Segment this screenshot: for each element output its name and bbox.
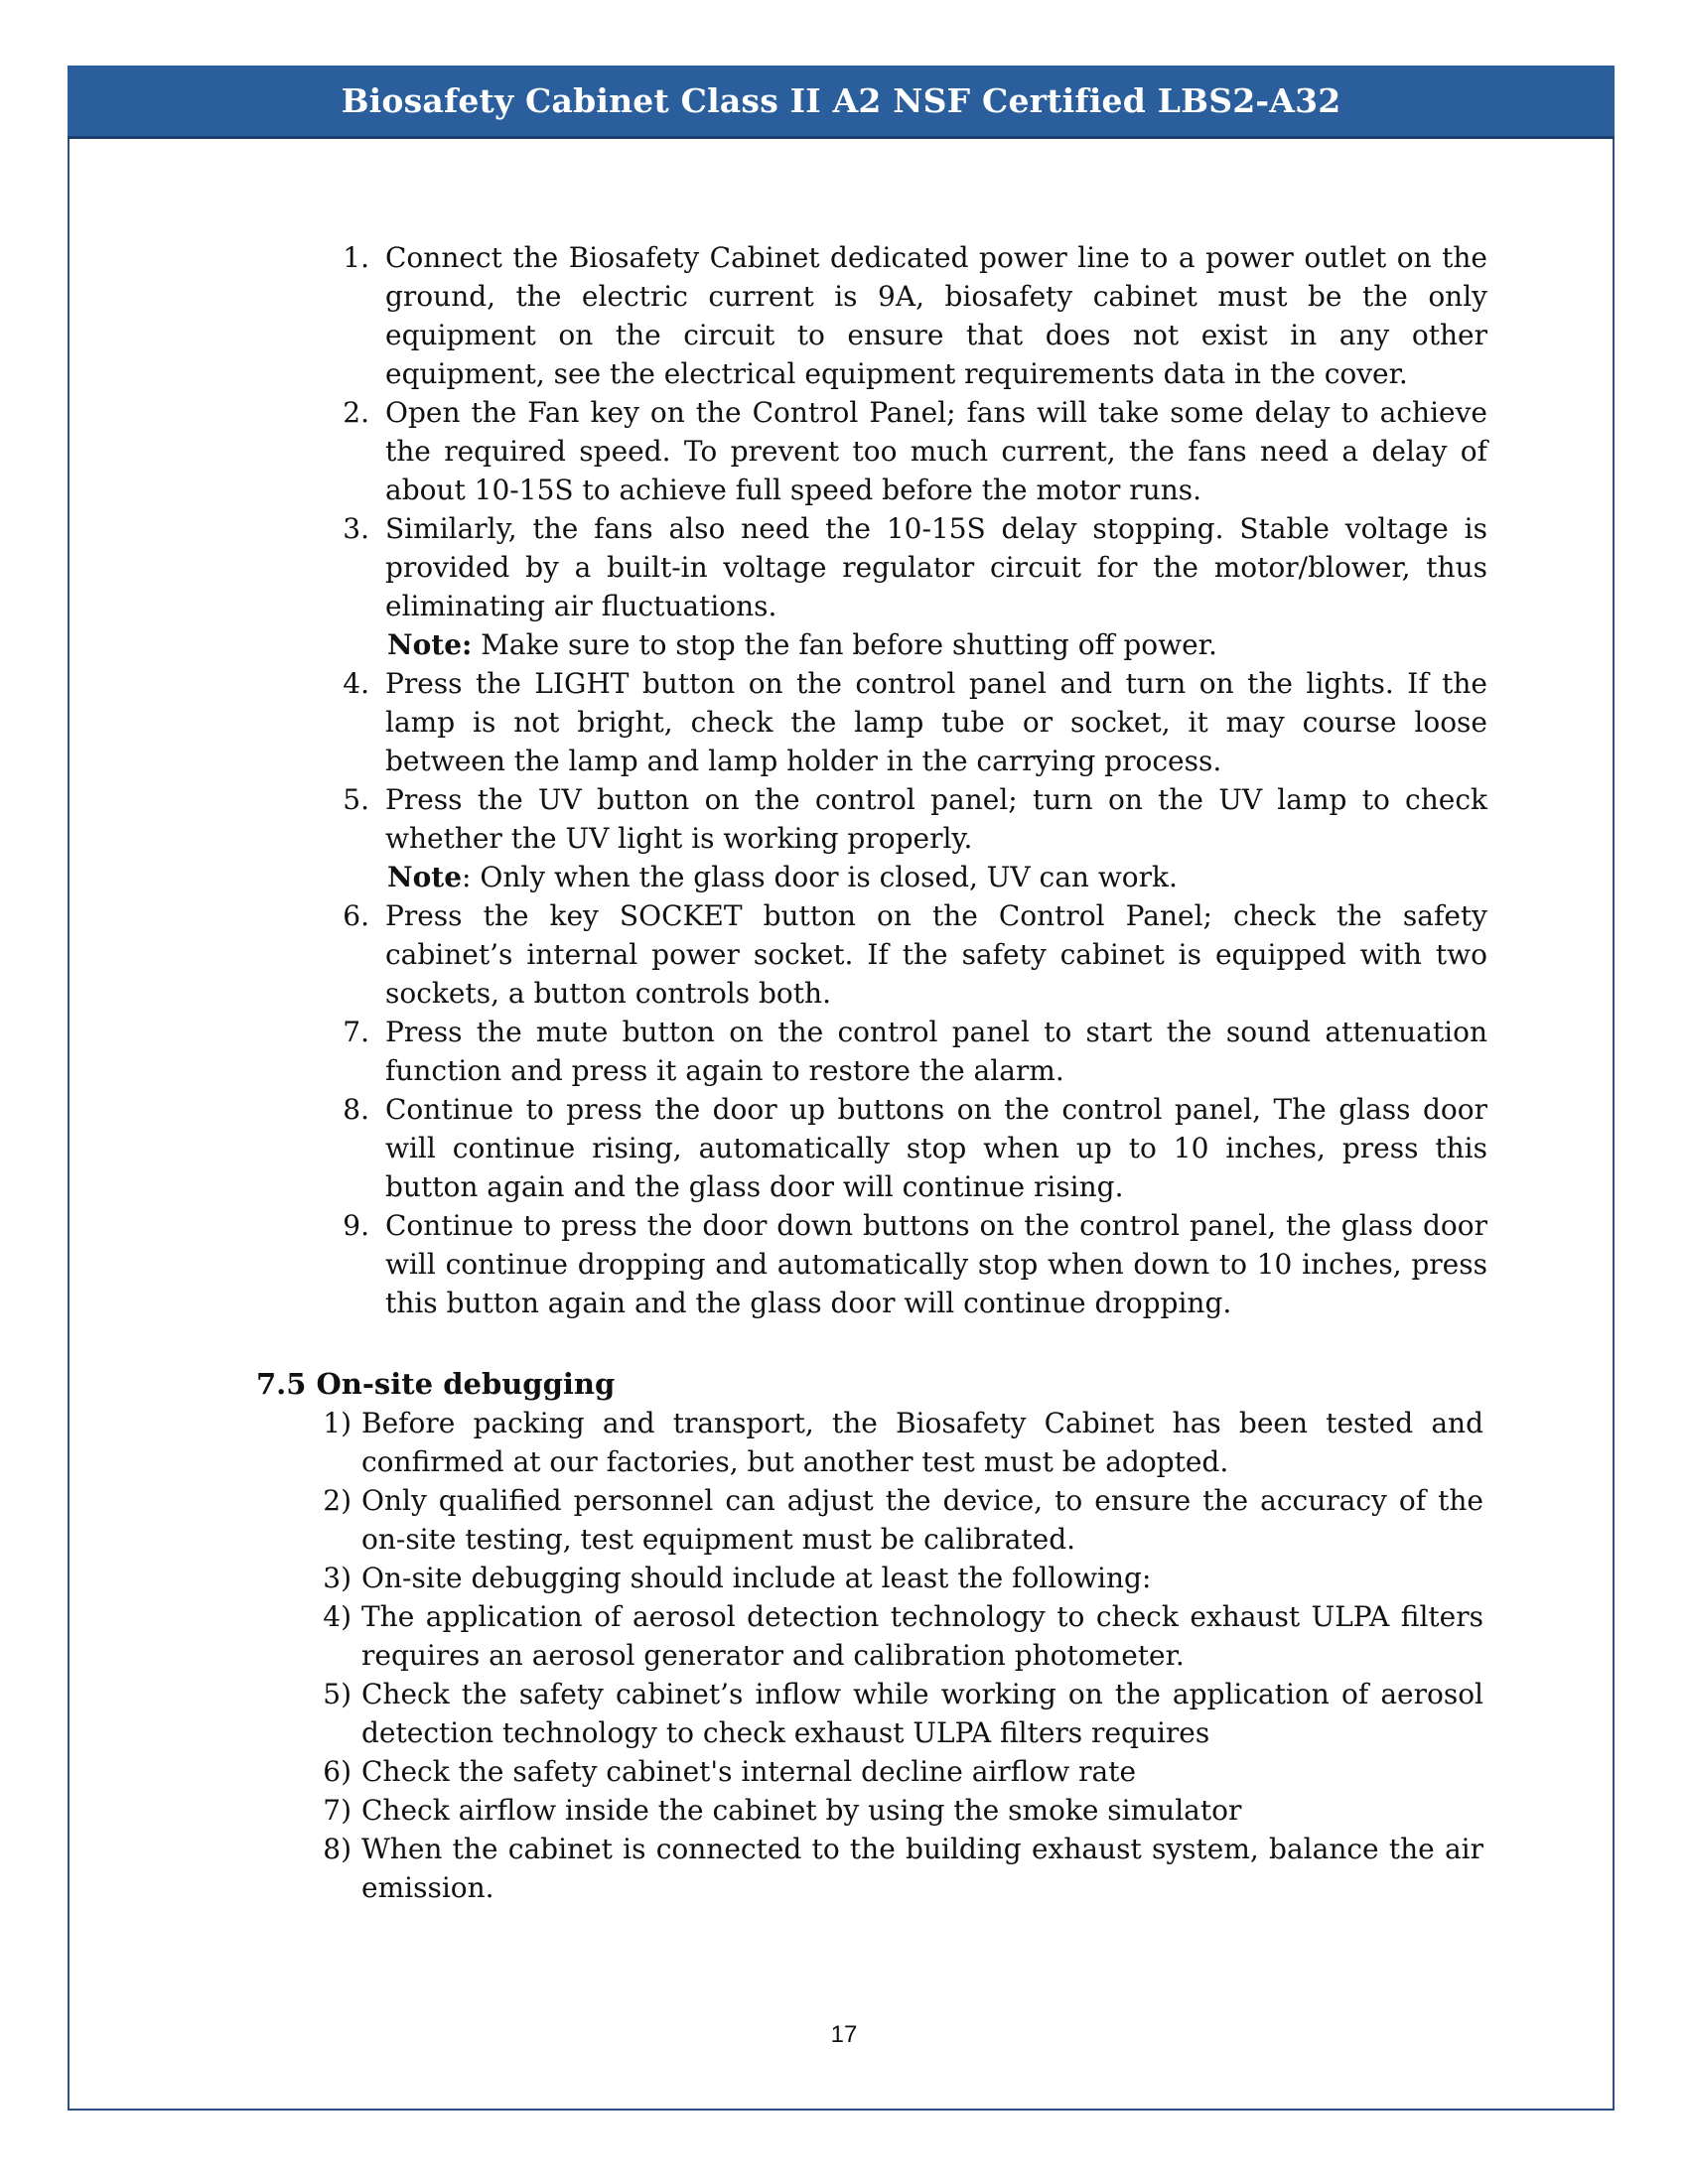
list-item-text: Press the LIGHT button on the control panel and turn on the lights. If the lamp is not bright, check the lamp tube or socket, it may course loose between the lamp and lamp holder in the carrying process. (385, 667, 1487, 777)
page-number: 17 (830, 2021, 858, 2048)
list-item-text: Press the key SOCKET button on the Control Panel; check the safety cabinet’s internal power socket. If the safety cabinet is equipped with two sockets, a button controls both. (385, 899, 1487, 1010)
list-item-number: 6. (343, 899, 369, 932)
list-item-number: 2) (323, 1484, 352, 1517)
list-item-number: 7) (323, 1794, 352, 1827)
section-heading: 7.5 On-site debugging (256, 1367, 616, 1401)
header-bar (68, 66, 1615, 139)
list-item (343, 1013, 1487, 1090)
list-item (323, 1791, 1483, 1830)
list-item (323, 1481, 1483, 1559)
list-item-text: Check the safety cabinet's internal decline airflow rate (361, 1755, 1137, 1788)
list-item (323, 1830, 1483, 1907)
list-item (343, 664, 1487, 780)
list-item (343, 780, 1487, 858)
list-item-text: On-site debugging should include at least the following: (361, 1562, 1152, 1594)
note-label: Note (387, 861, 463, 893)
uv-note (385, 858, 1487, 896)
list-item (323, 1559, 1483, 1597)
list-item-text: Check airflow inside the cabinet by using the smoke simulator (361, 1794, 1242, 1827)
list-item (323, 1597, 1483, 1675)
list-item-number: 4) (323, 1600, 352, 1633)
fan-note (385, 625, 1487, 664)
list-item-number: 5) (323, 1678, 352, 1710)
list-item-text: Only qualified personnel can adjust the device, to ensure the accuracy of the on-site testing, test equipment must be calibrated. (361, 1484, 1483, 1556)
list-item-number: 9. (343, 1209, 369, 1242)
debugging-list (323, 1404, 1483, 1907)
list-item-text: When the cabinet is connected to the building exhaust system, balance the air emission. (361, 1833, 1483, 1904)
list-item-text: The application of aerosol detection technology to check exhaust ULPA filters requires an aerosol generator and calibration photometer. (361, 1600, 1483, 1672)
list-item (343, 1206, 1487, 1322)
list-item-number: 2. (343, 396, 369, 429)
list-item-number: 1. (343, 241, 369, 274)
list-item-text: Connect the Biosafety Cabinet dedicated power line to a power outlet on the ground, the electric current is 9A, biosafety cabinet must be the only equipment on the circuit to ensure that does not exist in any other equipment, see the electrical equipment requirements data in the cover. (385, 241, 1487, 390)
list-item (323, 1404, 1483, 1481)
list-item-number: 8. (343, 1093, 369, 1126)
list-item (343, 1090, 1487, 1206)
list-item-number: 5. (343, 783, 369, 816)
list-item-number: 1) (323, 1407, 352, 1439)
list-item-text: Check the safety cabinet’s inflow while working on the application of aerosol detection technology to check exhaust ULPA filters requires (361, 1678, 1483, 1749)
list-item-text: Open the Fan key on the Control Panel; fans will take some delay to achieve the required speed. To prevent too much current, the fans need a delay of about 10-15S to achieve full speed before the motor runs. (385, 396, 1487, 506)
list-item-number: 7. (343, 1016, 369, 1048)
note-text: : Only when the glass door is closed, UV can work. (462, 861, 1178, 893)
list-item-text: Before packing and transport, the Biosafety Cabinet has been tested and confirmed at our factories, but another test must be adopted. (361, 1407, 1483, 1478)
list-item (323, 1675, 1483, 1752)
list-item-number: 8) (323, 1833, 352, 1865)
operation-steps-list (343, 238, 1487, 1322)
list-item-number: 4. (343, 667, 369, 700)
list-item (343, 238, 1487, 393)
list-item-number: 6) (323, 1755, 352, 1788)
list-item (343, 393, 1487, 509)
list-item-text: Similarly, the fans also need the 10-15S delay stopping. Stable voltage is provided by a built-in voltage regulator circuit for the motor/blower, thus eliminating air fluctuations. (385, 512, 1487, 622)
list-item-text: Press the mute button on the control panel to start the sound attenuation function and press it again to restore the alarm. (385, 1016, 1487, 1087)
list-item (343, 896, 1487, 1013)
note-text: Make sure to stop the fan before shutting off power. (472, 628, 1217, 661)
document-title: Biosafety Cabinet Class II A2 NSF Certified LBS2-A32 (341, 81, 1341, 120)
list-item-number: 3. (343, 512, 369, 545)
list-item-text: Continue to press the door up buttons on the control panel, The glass door will continue rising, automatically stop when up to 10 inches, press this button again and the glass door will continue rising. (385, 1093, 1487, 1203)
note-label: Note: (387, 628, 473, 661)
list-item-text: Continue to press the door down buttons on the control panel, the glass door will continue dropping and automatically stop when down to 10 inches, press this button again and the glass door will continue dropping. (385, 1209, 1487, 1319)
list-item (343, 509, 1487, 625)
list-item-text: Press the UV button on the control panel; turn on the UV lamp to check whether the UV light is working properly. (385, 783, 1487, 855)
list-item-number: 3) (323, 1562, 352, 1594)
list-item (323, 1752, 1483, 1791)
